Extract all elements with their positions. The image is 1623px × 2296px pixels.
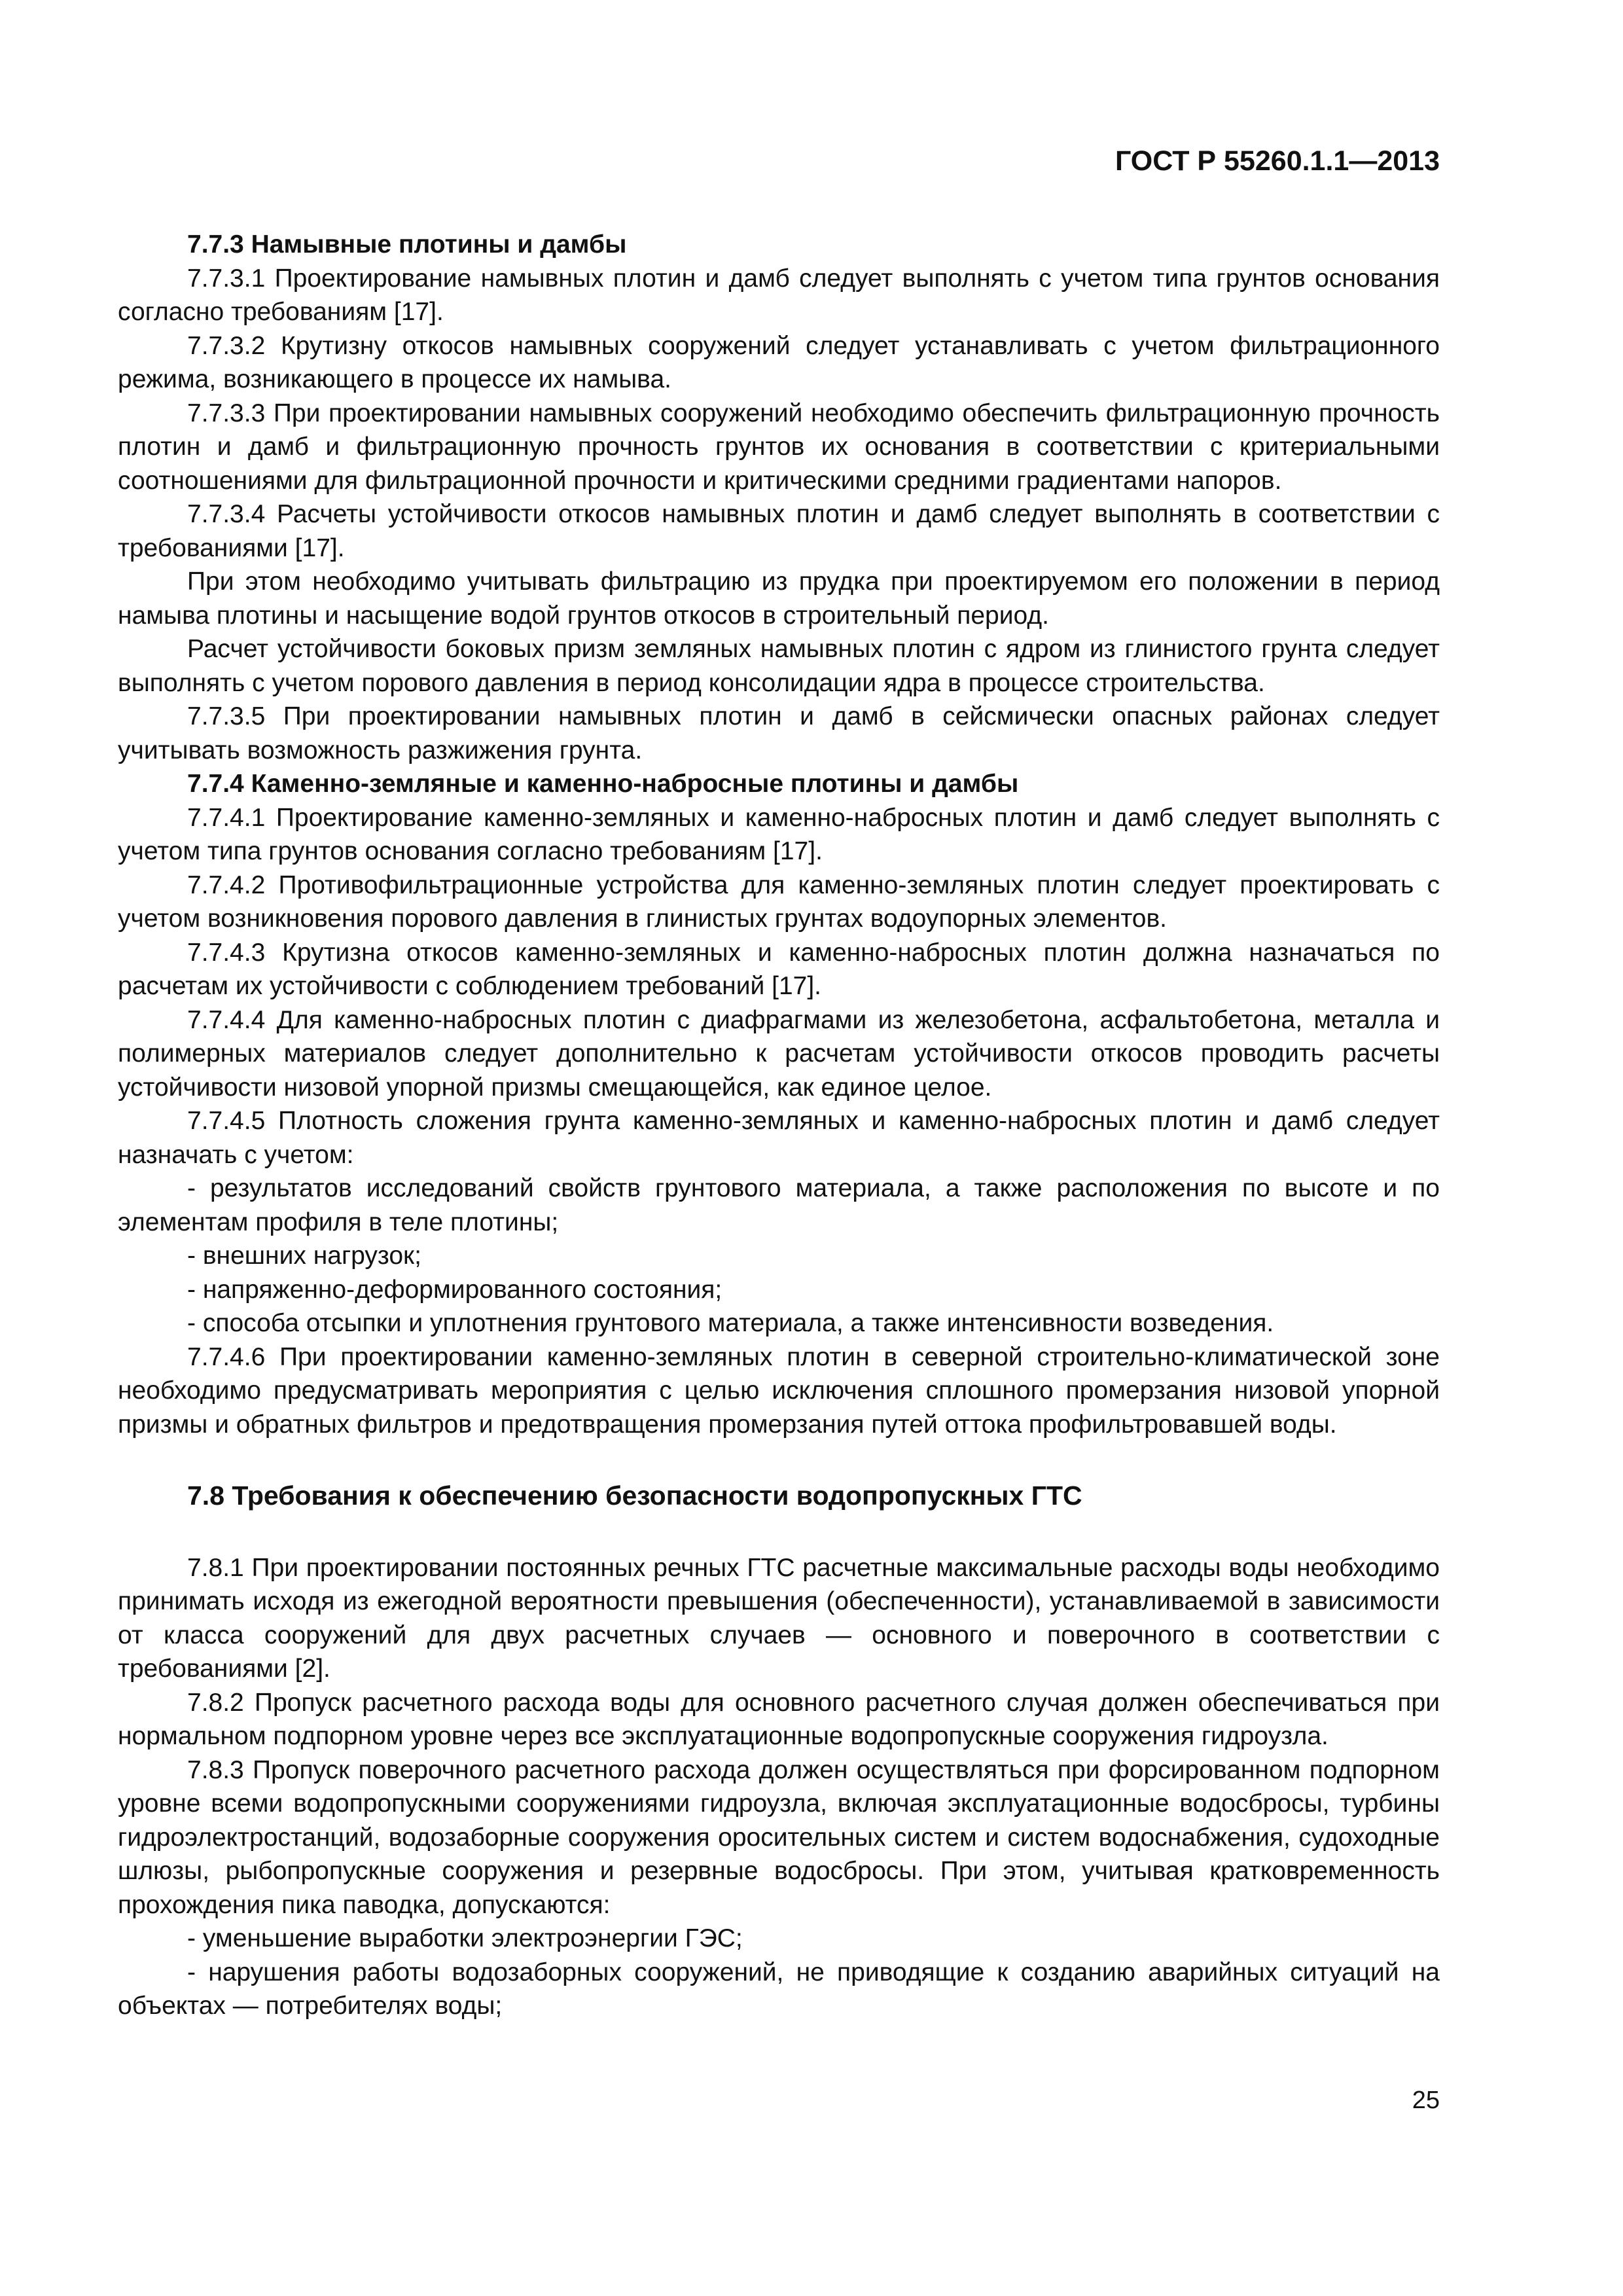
section-heading-7-8: 7.8 Требования к обеспечению безопасности водопропускных ГТС (187, 1480, 1082, 1511)
paragraph: 7.7.3.1 Проектирование намывных плотин и дамб следует выполнять с учетом типа грунтов основания согласно требованиям [17]. (118, 264, 1440, 326)
paragraph: 7.8.2 Пропуск расчетного расхода воды для основного расчетного случая должен обеспечиваться при нормальном подпорном уровне через все эксплуатационные водопропускные сооружения гидроузла. (118, 1688, 1440, 1750)
paragraph: Расчет устойчивости боковых призм земляных намывных плотин с ядром из глинистого грунта следует выполнять с учетом порового давления в период консолидации ядра в процессе строительства. (118, 635, 1440, 697)
section-heading-7-7-3: 7.7.3 Намывные плотины и дамбы (187, 230, 627, 259)
page-body (118, 228, 1440, 2023)
paragraph: 7.7.3.4 Расчеты устойчивости откосов намывных плотин и дамб следует выполнять в соответствии с требованиями [17]. (118, 500, 1440, 562)
paragraph: 7.7.4.3 Крутизна откосов каменно-земляных и каменно-набросных плотин должна назначаться по расчетам их устойчивости с соблюдением требований [17]. (118, 938, 1440, 1000)
paragraph: 7.7.3.5 При проектировании намывных плотин и дамб в сейсмически опасных районах следует учитывать возможность разжижения грунта. (118, 702, 1440, 764)
list-item: - внешних нагрузок; (187, 1242, 421, 1270)
list-item: - нарушения работы водозаборных сооружений, не приводящие к созданию аварийных ситуаций на объектах — потребителях воды; (118, 1958, 1440, 2020)
document-code-header: ГОСТ Р 55260.1.1—2013 (1115, 145, 1440, 177)
paragraph: 7.8.3 Пропуск поверочного расчетного расхода должен осуществляться при форсированном подпорном уровне всеми водопропускными сооружениями гидроузла, включая эксплуатационные водосбросы, турбины гидроэлектростанций, водозаборные сооружения оросительных систем и систем водоснабжения, судоходные шлюзы, рыбопропускные сооружения и резервные водосбросы. При этом, учитывая кратковременность прохождения пика паводка, допускаются: (118, 1755, 1440, 1919)
paragraph: 7.7.4.2 Противофильтрационные устройства для каменно-земляных плотин следует проектировать с учетом возникновения порового давления в глинистых грунтах водоупорных элементов. (118, 870, 1440, 933)
page-number: 25 (1412, 2087, 1440, 2114)
list-item: - уменьшение выработки электроэнергии ГЭС; (187, 1924, 743, 1952)
list-item: - напряженно-деформированного состояния; (187, 1275, 722, 1304)
list-item: - способа отсыпки и уплотнения грунтового материала, а также интенсивности возведения. (187, 1309, 1274, 1337)
paragraph: 7.7.4.1 Проектирование каменно-земляных и каменно-набросных плотин и дамб следует выполнять с учетом типа грунтов основания согласно требованиям [17]. (118, 803, 1440, 865)
paragraph: 7.7.4.5 Плотность сложения грунта каменно-земляных и каменно-набросных плотин и дамб следует назначать с учетом: (118, 1107, 1440, 1169)
paragraph: 7.7.3.3 При проектировании намывных сооружений необходимо обеспечить фильтрационную прочность плотин и дамб и фильтрационную прочность грунтов их основания в соответствии с критериальными соотношениями для фильтрационной прочности и критическими средними градиентами напоров. (118, 399, 1440, 495)
paragraph: 7.7.3.2 Крутизну откосов намывных сооружений следует устанавливать с учетом фильтрационного режима, возникающего в процессе их намыва. (118, 331, 1440, 393)
paragraph: 7.7.4.6 При проектировании каменно-земляных плотин в северной строительно-климатической зоне необходимо предусматривать мероприятия с целью исключения сплошного промерзания низовой упорной призмы и обратных фильтров и предотвращения промерзания путей оттока профильтровавшей воды. (118, 1342, 1440, 1439)
paragraph: 7.8.1 При проектировании постоянных речных ГТС расчетные максимальные расходы воды необходимо принимать исходя из ежегодной вероятности превышения (обеспеченности), устанавливаемой в зависимости от класса сооружений для двух расчетных случаев — основного и поверочного в соответствии с требованиями [2]. (118, 1553, 1440, 1683)
paragraph: 7.7.4.4 Для каменно-набросных плотин с диафрагмами из железобетона, асфальтобетона, металла и полимерных материалов следует дополнительно к расчетам устойчивости откосов проводить расчеты устойчивости низовой упорной призмы смещающейся, как единое целое. (118, 1005, 1440, 1102)
section-heading-7-7-4: 7.7.4 Каменно-земляные и каменно-набросные плотины и дамбы (187, 770, 1019, 798)
paragraph: При этом необходимо учитывать фильтрацию из прудка при проектируемом его положении в период намыва плотины и насыщение водой грунтов откосов в строительный период. (118, 567, 1440, 630)
list-item: - результатов исследований свойств грунтового материала, а также расположения по высоте и по элементам профиля в теле плотины; (118, 1174, 1440, 1236)
